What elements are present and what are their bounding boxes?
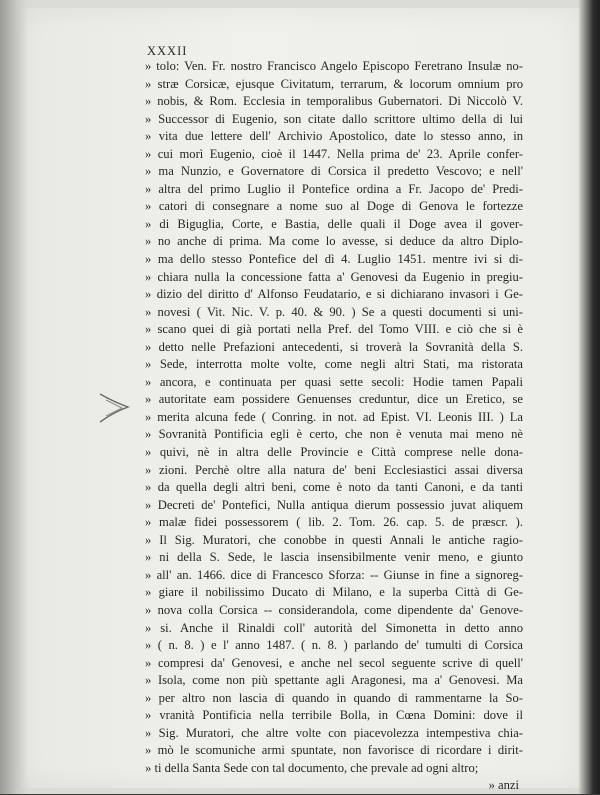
text-line: » tolo: Ven. Fr. nostro Francisco Angelo Episcopo Feretrano Insulæ no- <box>145 59 523 73</box>
text-line: » Sovranità Pontificia egli è certo, che non è venuta mai meno nè <box>145 427 523 442</box>
text-line: » ma dello stesso Pontefice del dì 4. Luglio 1451. mentre ivi si di- <box>145 252 523 267</box>
text-line: » stræ Corsicæ, ejusque Civitatum, terrarum, & locorum omnium pro <box>145 76 523 91</box>
page-number: XXXII <box>147 44 188 58</box>
text-line: » nobis, & Rom. Ecclesia in temporalibus Gubernatori. Di Niccolò V. <box>145 94 523 109</box>
text-line: » detto nelle Prefazioni antecedenti, si troverà la Sovranità della S. <box>145 339 523 354</box>
text-line: » merita alcuna fede ( Conring. in not. ad Epist. VI. Leonis III. ) La <box>145 409 523 424</box>
text-line: » cui morì Eugenio, cioè il 1447. Nella prima de' 23. Aprile confer- <box>145 146 523 161</box>
text-line: » vranità Pontificia nella terribile Bolla, in Cœna Domini: dove il <box>145 708 523 723</box>
text-line: » novesi ( Vit. Nic. V. p. 40. & 90. ) Se a questi documenti si uni- <box>145 304 523 319</box>
margin-bracket-mark <box>98 388 132 428</box>
text-line: » ma Nunzio, e Governatore di Corsica il predetto Vescovo; e nell' <box>145 164 523 179</box>
text-line: » Successor di Eugenio, son citate dallo scrittore ultimo della di lui <box>145 111 523 126</box>
text-line: » nova colla Corsica -- considerandola, come dipendente da' Genove- <box>145 602 523 617</box>
text-line: » Il Sig. Muratori, che conobbe in questi Annali le antiche ragio- <box>145 532 523 547</box>
text-line: » Sig. Muratori, che altre volte con piacevolezza intempestiva chia- <box>145 725 523 740</box>
book-gutter-shadow <box>0 0 28 794</box>
text-line: » altra del primo Luglio il Pontefice ordina a Fr. Jacopo de' Predi- <box>145 181 523 196</box>
text-line: » giare il nobilissimo Ducato di Milano, e la superba Città di Ge- <box>145 585 523 600</box>
text-line: » ( n. 8. ) e l' anno 1487. ( n. 8. ) parlando de' tumulti di Corsica <box>145 638 523 653</box>
text-line: » dizio del diritto d' Alfonso Feudatario, e si dichiarano invasori i Ge- <box>145 287 523 302</box>
text-line: » scano quei di già portati nella Pref. del Tomo VIII. e ciò che si è <box>145 322 523 337</box>
text-line: » mò le scomuniche armi spuntate, non favorisce di ricordare i dirit- <box>145 743 523 758</box>
text-line: » ancora, e continuata per quasi sette secoli: Hodie tamen Papali <box>145 374 523 389</box>
text-line: » malæ fidei possessorem ( lib. 2. Tom. 26. cap. 5. de præscr. ). <box>145 515 523 530</box>
text-line: » da quella degli altri beni, come è noto da tanti Canoni, e da tanti <box>145 480 523 495</box>
text-line: » vita due lettere dell' Archivio Apostolico, date lo stesso anno, in <box>145 129 523 144</box>
text-line: » all' an. 1466. dice di Francesco Sforza: -- Giunse in fine a signoreg- <box>145 567 523 582</box>
text-line: » si. Anche il Rinaldi coll' autorità del Simonetta in detto anno <box>145 620 523 635</box>
text-line: » zioni. Perchè oltre alla natura de' beni Ecclesiastici assai diversa <box>145 462 523 477</box>
text-line: » Sede, interrotta molte volte, come negli altri Stati, ma ristorata <box>145 357 523 372</box>
text-line: » catori di consegnare a nome suo al Doge di Genova le fortezze <box>145 199 523 214</box>
text-line: » ti della Santa Sede con tal documento, che prevale ad ogni altro; <box>145 760 479 775</box>
text-line: » Isola, come non più spettante agli Aragonesi, ma a' Genovesi. Ma <box>145 673 523 688</box>
body-text <box>145 58 523 795</box>
catchword: » anzi <box>488 778 519 793</box>
text-line: » autoritate eam possidere Genuenses creduntur, dice un Eretico, se <box>145 392 523 407</box>
text-line: » ni della S. Sede, le lascia insensibilmente venir meno, e giunto <box>145 550 523 565</box>
text-line: » no anche di prima. Ma come lo avesse, si deduce da altro Diplo- <box>145 234 523 249</box>
text-line: » di Biguglia, Corte, e Bastia, delle quali il Doge avea il gover- <box>145 216 523 231</box>
text-line: » chiara nulla la concessione fatta a' Genovesi da Eugenio in pregiu- <box>145 269 523 284</box>
text-line: » Decreti de' Pontefici, Nulla antiqua dierum possessio juvat aliquem <box>145 497 523 512</box>
scan-edge-shadow <box>578 0 600 794</box>
text-line: » quivi, nè in altra delle Provincie e Città comprese nelle dona- <box>145 445 523 460</box>
text-line: » compresi da' Genovesi, e anche nel secol seguente scrive di quell' <box>145 655 523 670</box>
text-line: » per altro non lascia di quando in quando di rammentarne la So- <box>145 690 523 705</box>
